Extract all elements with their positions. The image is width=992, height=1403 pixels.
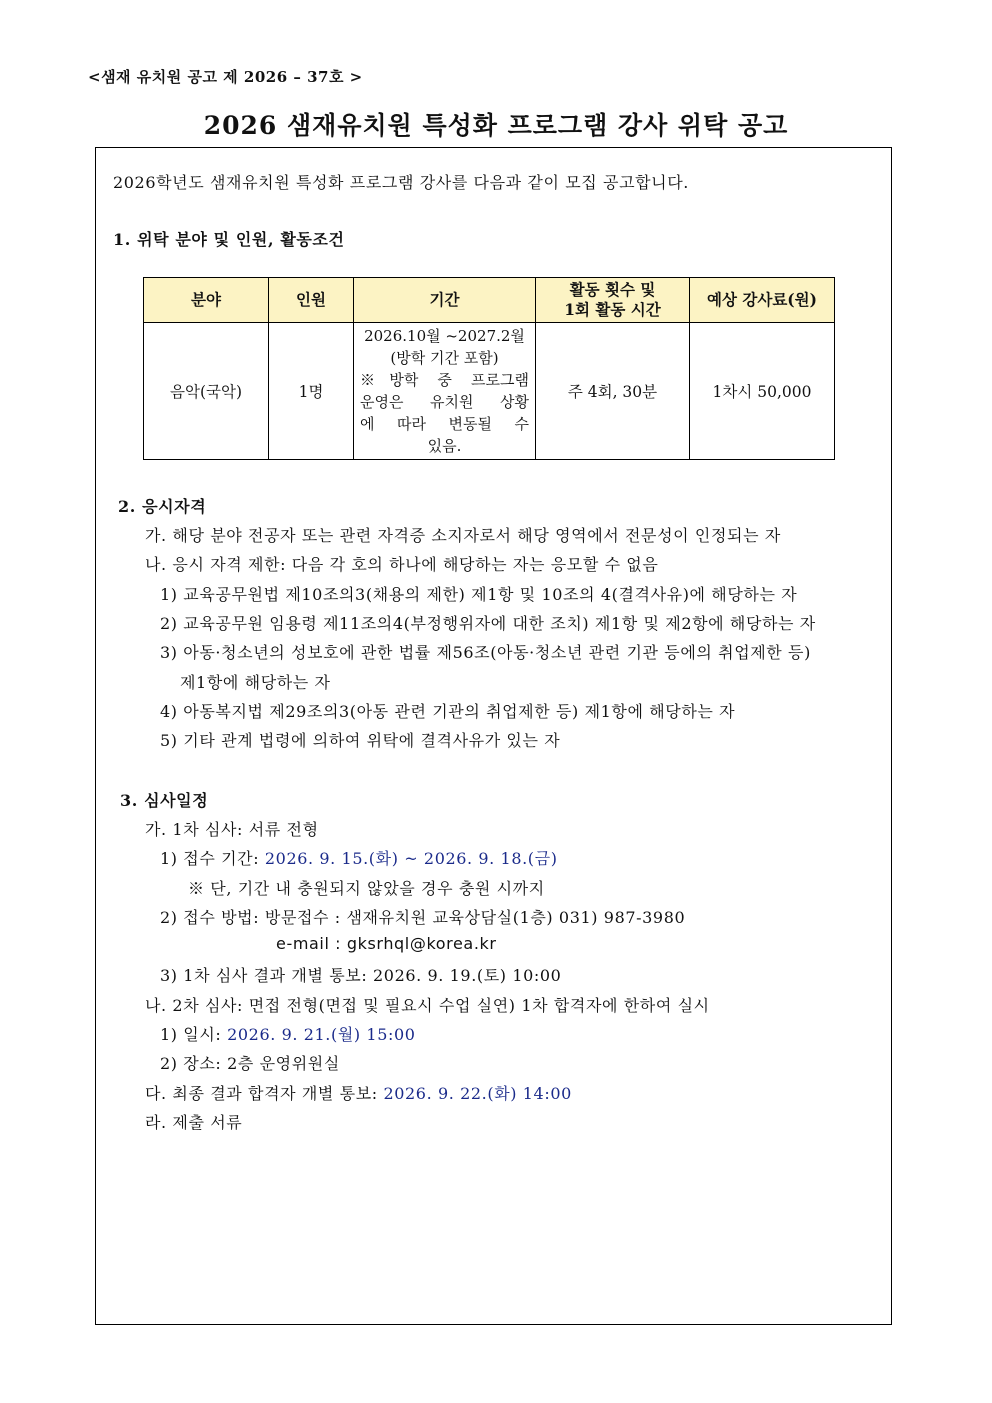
cell-count: 1명 [269, 323, 354, 460]
period-line2: (방학 기간 포함) [390, 349, 499, 367]
schedule-ga-1-label: 1) 접수 기간: [160, 849, 265, 868]
period-line1: 2026.10월 ~2027.2월 [364, 327, 525, 345]
schedule-ga-1 [160, 846, 558, 869]
restriction-5: 5) 기타 관계 법령에 의하여 위탁에 결격사유가 있는 자 [160, 731, 561, 750]
page-title: 2026 샘재유치원 특성화 프로그램 강사 위탁 공고 [203, 111, 789, 140]
restriction-2: 2) 교육공무원 임용령 제11조의4(부정행위자에 대한 조치) 제1항 및 제2항에 해당하는 자 [160, 614, 816, 633]
restriction-4: 4) 아동복지법 제29조의3(아동 관련 기관의 취업제한 등) 제1항에 해당하는 자 [160, 702, 736, 721]
qualification-ga: 가. 해당 분야 전공자 또는 관련 자격증 소지자로서 해당 영역에서 전문성이 인정되는 자 [145, 526, 781, 545]
col-activity-line1: 활동 횟수 및 [569, 280, 656, 299]
table-row [144, 323, 835, 460]
section1-heading: 1. 위탁 분야 및 인원, 활동조건 [113, 230, 345, 249]
col-activity [536, 278, 690, 323]
cell-activity: 주 4회, 30분 [536, 323, 690, 460]
restriction-3-cont: 제1항에 해당하는 자 [180, 673, 331, 692]
restriction-3: 3) 아동·청소년의 성보호에 관한 법률 제56조(아동·청소년 관련 기관 등에의 취업제한 등) [160, 643, 811, 662]
period-note-4: 있음. [427, 437, 462, 455]
schedule-ga-1-note: ※ 단, 기간 내 충원되지 않았을 경우 충원 시까지 [188, 879, 545, 898]
allocation-table [143, 277, 835, 460]
schedule-ga-1-date: 2026. 9. 15.(화) ~ 2026. 9. 18.(금) [264, 849, 558, 868]
col-count: 인원 [269, 278, 354, 323]
schedule-ga-2: 2) 접수 방법: 방문접수 : 샘재유치원 교육상담실(1층) 031) 987-3980 [160, 908, 686, 927]
cell-fee: 1차시 50,000 [690, 323, 835, 460]
cell-field: 음악(국악) [144, 323, 269, 460]
schedule-na-1-label: 1) 일시: [160, 1025, 228, 1044]
col-activity-line2: 1회 활동 시간 [564, 300, 661, 319]
schedule-ra: 라. 제출 서류 [145, 1113, 243, 1132]
contact-email: e-mail : gksrhql@korea.kr [276, 934, 497, 953]
schedule-na-1 [160, 1022, 416, 1045]
schedule-da [145, 1081, 572, 1104]
schedule-da-date: 2026. 9. 22.(화) 14:00 [383, 1084, 572, 1103]
period-note-2: 운영은 유치원 상황 [360, 393, 529, 411]
col-fee: 예상 강사료(원) [690, 278, 835, 323]
section3-heading: 3. 심사일정 [120, 791, 209, 810]
schedule-ga-3: 3) 1차 심사 결과 개별 통보: 2026. 9. 19.(토) 10:00 [160, 966, 562, 985]
cell-period [354, 323, 536, 460]
period-note-1: ※방학 중 프로그램 [360, 371, 529, 389]
schedule-na: 나. 2차 심사: 면접 전형(면접 및 필요시 수업 실연) 1차 합격자에 한하여 실시 [145, 996, 710, 1015]
intro-text: 2026학년도 샘재유치원 특성화 프로그램 강사를 다음과 같이 모집 공고합니다. [113, 173, 689, 192]
col-field: 분야 [144, 278, 269, 323]
notice-number: <샘재 유치원 공고 제 2026 – 37호 > [88, 68, 363, 86]
restriction-1: 1) 교육공무원법 제10조의3(채용의 제한) 제1항 및 10조의 4(결격사유)에 해당하는 자 [160, 585, 798, 604]
schedule-da-label: 다. 최종 결과 합격자 개별 통보: [145, 1084, 384, 1103]
section2-heading: 2. 응시자격 [118, 497, 207, 516]
schedule-na-2: 2) 장소: 2층 운영위원실 [160, 1054, 340, 1073]
schedule-ga: 가. 1차 심사: 서류 전형 [145, 820, 319, 839]
table-header-row [144, 278, 835, 323]
qualification-na: 나. 응시 자격 제한: 다음 각 호의 하나에 해당하는 자는 응모할 수 없음 [145, 555, 659, 574]
period-note-3: 에 따라 변동될 수 [360, 415, 529, 433]
col-period: 기간 [354, 278, 536, 323]
schedule-na-1-date: 2026. 9. 21.(월) 15:00 [227, 1025, 416, 1044]
